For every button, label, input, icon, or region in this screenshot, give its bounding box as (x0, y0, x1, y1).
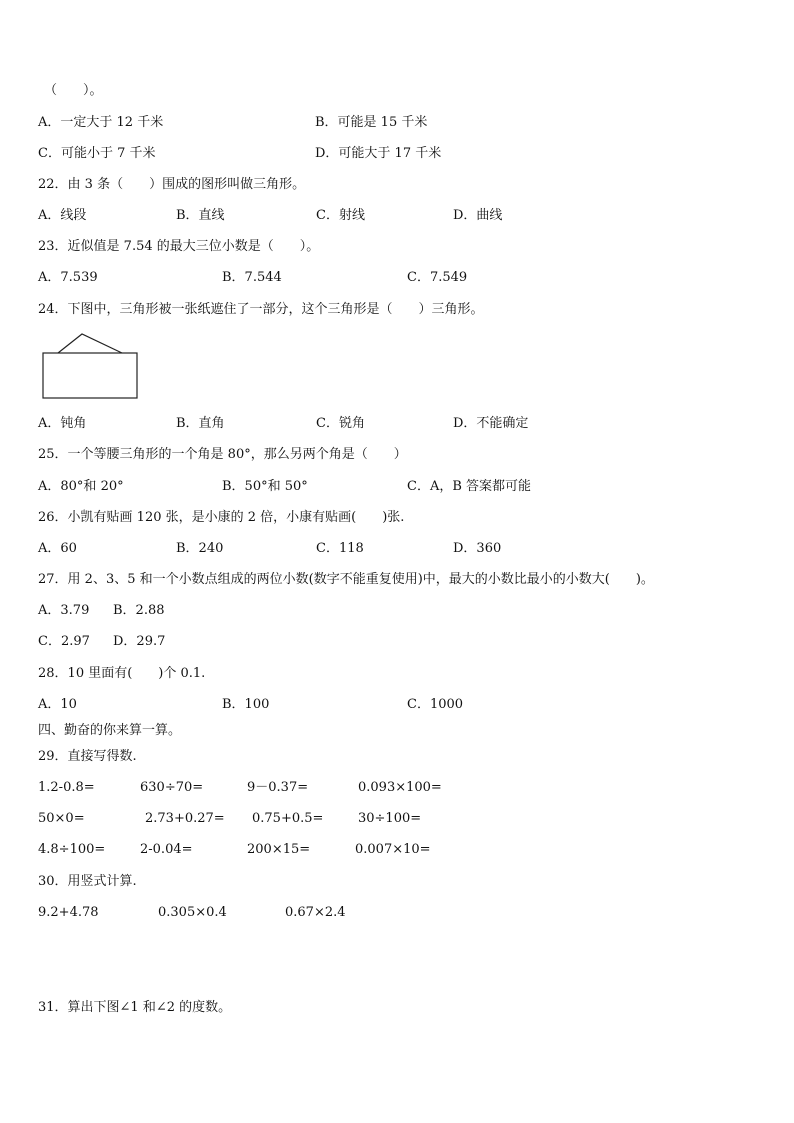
q22-option-b[interactable]: B．直线 (176, 208, 225, 223)
q28-stem: 28．10 里面有( )个 0.1. (38, 666, 206, 681)
q21-option-c[interactable]: C．可能小于 7 千米 (38, 146, 156, 161)
q25-stem: 25．一个等腰三角形的一个角是 80°，那么另两个角是（ ） (38, 447, 407, 462)
q29-expr: 1.2-0.8= (38, 780, 95, 795)
q31-stem: 31．算出下图∠1 和∠2 的度数。 (38, 1000, 232, 1015)
q29-expr: 30÷100= (358, 811, 422, 826)
q29-expr: 2-0.04= (140, 842, 193, 857)
covered-triangle-figure (40, 332, 142, 402)
q23-option-b[interactable]: B．7.544 (222, 270, 282, 285)
q25-option-a[interactable]: A．80°和 20° (38, 479, 124, 494)
q29-expr: 0.093×100= (358, 780, 442, 795)
q27-option-d[interactable]: D．29.7 (113, 634, 166, 649)
q27-option-b[interactable]: B．2.88 (113, 603, 165, 618)
q22-stem: 22．由 3 条（ ）围成的图形叫做三角形。 (38, 177, 306, 192)
covering-paper (43, 353, 137, 398)
q21-stem-tail: （ ）。 (44, 83, 103, 98)
q29-expr: 4.8÷100= (38, 842, 106, 857)
q28-option-b[interactable]: B．100 (222, 697, 270, 712)
q29-expr: 9－0.37= (247, 780, 309, 795)
q25-option-c[interactable]: C．A，B 答案都可能 (407, 479, 532, 494)
q30-expr: 9.2+4.78 (38, 905, 99, 920)
q24-option-b[interactable]: B．直角 (176, 416, 225, 431)
q29-expr: 50×0= (38, 811, 85, 826)
q28-option-c[interactable]: C．1000 (407, 697, 464, 712)
q26-option-c[interactable]: C．118 (316, 541, 364, 556)
q29-expr: 0.007×10= (355, 842, 431, 857)
q24-stem: 24．下图中，三角形被一张纸遮住了一部分，这个三角形是（ ）三角形。 (38, 302, 484, 317)
q23-option-a[interactable]: A．7.539 (38, 270, 98, 285)
q30-stem: 30．用竖式计算. (38, 874, 137, 889)
q25-option-b[interactable]: B．50°和 50° (222, 479, 308, 494)
q22-option-c[interactable]: C．射线 (316, 208, 365, 223)
q29-expr: 0.75+0.5= (252, 811, 324, 826)
q23-stem: 23．近似值是 7.54 的最大三位小数是（ ）。 (38, 239, 320, 254)
q22-option-d[interactable]: D．曲线 (453, 208, 503, 223)
q30-expr: 0.305×0.4 (158, 905, 227, 920)
q26-stem: 26．小凯有贴画 120 张，是小康的 2 倍，小康有贴画( )张. (38, 510, 405, 525)
q29-expr: 200×15= (247, 842, 311, 857)
q21-option-b[interactable]: B．可能是 15 千米 (315, 115, 428, 130)
q26-option-b[interactable]: B．240 (176, 541, 224, 556)
q21-option-a[interactable]: A．一定大于 12 千米 (38, 115, 164, 130)
q29-stem: 29．直接写得数. (38, 749, 137, 764)
q23-option-c[interactable]: C．7.549 (407, 270, 468, 285)
q22-option-a[interactable]: A．线段 (38, 208, 87, 223)
q30-expr: 0.67×2.4 (285, 905, 346, 920)
q29-expr: 2.73+0.27= (145, 811, 225, 826)
q21-option-d[interactable]: D．可能大于 17 千米 (315, 146, 442, 161)
q27-option-c[interactable]: C．2.97 (38, 634, 90, 649)
q26-option-a[interactable]: A．60 (38, 541, 77, 556)
q24-option-d[interactable]: D．不能确定 (453, 416, 529, 431)
q27-option-a[interactable]: A．3.79 (38, 603, 90, 618)
q27-stem: 27．用 2、3、5 和一个小数点组成的两位小数(数字不能重复使用)中，最大的小数比最小的小数大( )。 (38, 572, 654, 587)
section-4-heading: 四、勤奋的你来算一算。 (38, 723, 182, 738)
q29-expr: 630÷70= (140, 780, 204, 795)
q24-option-c[interactable]: C．锐角 (316, 416, 365, 431)
q24-option-a[interactable]: A．钝角 (38, 416, 87, 431)
q26-option-d[interactable]: D．360 (453, 541, 502, 556)
q28-option-a[interactable]: A．10 (38, 697, 77, 712)
triangle-visible-part (58, 334, 122, 353)
